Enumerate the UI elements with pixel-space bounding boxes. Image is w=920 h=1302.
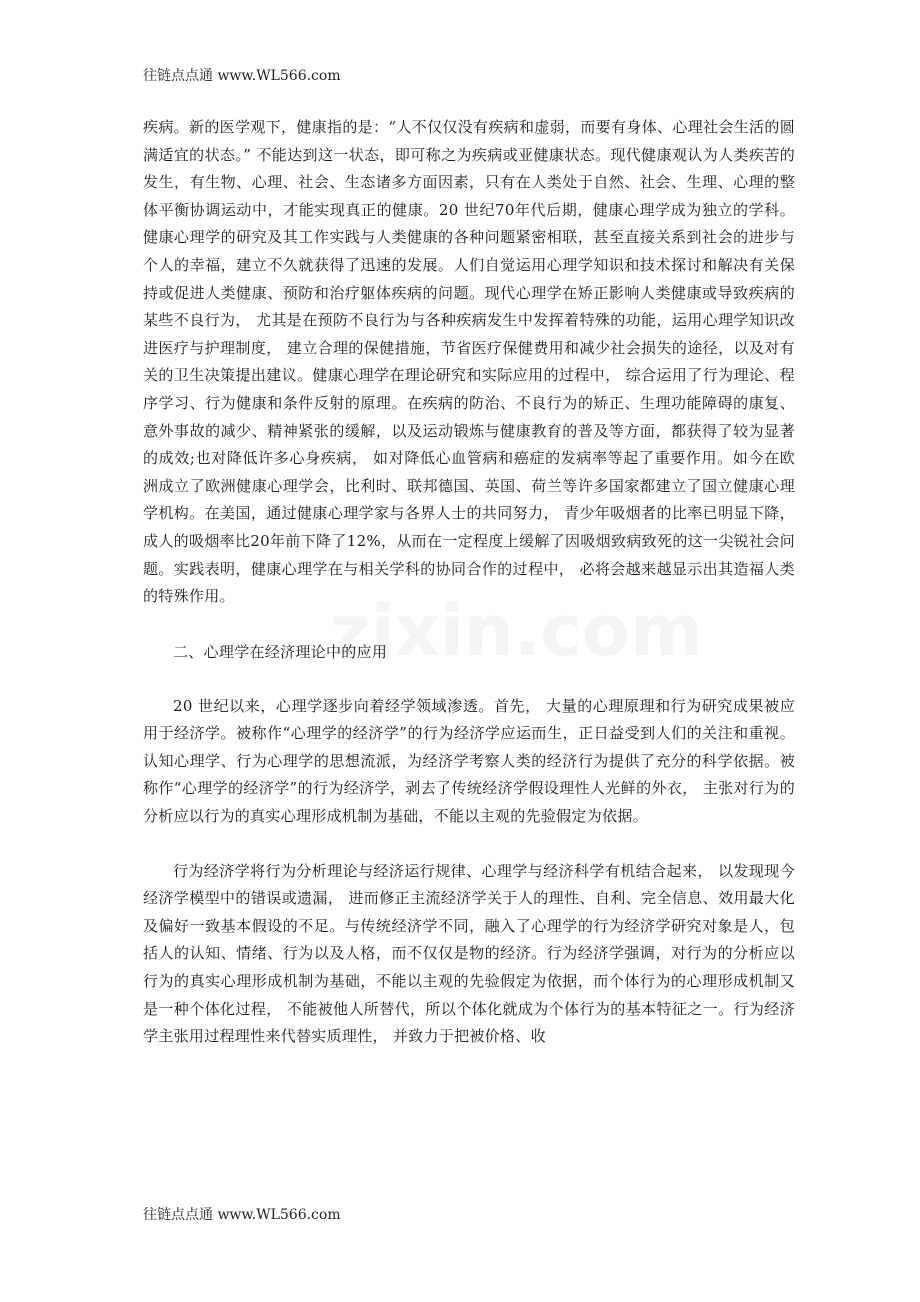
section-heading-economics: 二、心理学在经济理论中的应用 [173,642,388,661]
page-footer: 往链点点通 www.WL566.com [143,1207,341,1223]
paragraph-behavioral-economics-intro: 20 世纪以来，心理学逐步向着经学领域渗透。首先， 大量的心理原理和行为研究成果被应用于经济学。被称作“心理学的经济学”的行为经济学应运而生，正日益受到人们的关注和重视。认知心理学、行为心理学的思想流派，为经济学考察人类的经济行为提供了充分的科学依据。被称作“心理学的经济学”的行为经济学，剥去了传统经济学假设理性人光鲜的外衣， 主张对行为的分析应以行为的真实心理形成机制为基础，不能以主观的先验假定为依据。 [143,696,795,826]
paragraph-health-psychology: 疾病。新的医学观下，健康指的是：“人不仅仅没有疾病和虚弱，而要有身体、心理社会生活的圆满适宜的状态。” 不能达到这一状态，即可称之为疾病或亚健康状态。现代健康观认为人类疾苦的发生，有生物、心理、社会、生态诸多方面因素，只有在人类处于自然、社会、生理、心理的整体平衡协调运动中，才能实现真正的健康。20 世纪70年代后期，健康心理学成为独立的学科。健康心理学的研究及其工作实践与人类健康的各种问题紧密相联，甚至直接关系到社会的进步与个人的幸福，建立不久就获得了迅速的发展。人们自觉运用心理学知识和技术探讨和解决有关保持或促进人类健康、预防和治疗躯体疾病的问题。现代心理学在矫正影响人类健康或导致疾病的某些不良行为， 尤其是在预防不良行为与各种疾病发生中发挥着特殊的功能，运用心理学知识改进医疗与护理制度， 建立合理的保健措施，节省医疗保健费用和减少社会损失的途径，以及对有关的卫生决策提出建议。健康心理学在理论研究和实际应用的过程中， 综合运用了行为理论、程序学习、行为健康和条件反射的原理。在疾病的防治、不良行为的矫正、生理功能障碍的康复、意外事故的减少、精神紧张的缓解，以及运动锻炼与健康教育的普及等方面，都获得了较为显著的成效;也对降低许多心身疾病， 如对降低心血管病和癌症的发病率等起了重要作用。如今在欧洲成立了欧洲健康心理学会，比利时、联邦德国、英国、荷兰等许多国家都建立了国立健康心理学机构。在美国，通过健康心理学家与各界人士的共同努力， 青少年吸烟者的比率已明显下降， 成人的吸烟率比20年前下降了12%，从而在一定程度上缓解了因吸烟致病致死的这一尖锐社会问题。实践表明，健康心理学在与相关学科的协同合作的过程中， 必将会越来越显示出其造福人类的特殊作用。 [143,118,795,606]
page-header: 往链点点通 www.WL566.com [143,68,341,84]
watermark: zixin.com [330,590,703,672]
paragraph-behavioral-economics-detail: 行为经济学将行为分析理论与经济运行规律、心理学与经济科学有机结合起来， 以发现现今经济学模型中的错误或遗漏， 进而修正主流经济学关于人的理性、自利、完全信息、效用最大化及偏好一致基本假设的不足。与传统经济学不同，融入了心理学的行为经济学研究对象是人，包括人的认知、情绪、行为以及人格，而不仅仅是物的经济。行为经济学强调，对行为的分析应以行为的真实心理形成机制为基础，不能以主观的先验假定为依据，而个体行为的心理形成机制又是一种个体化过程， 不能被他人所替代，所以个体化就成为个体行为的基本特征之一。行为经济学主张用过程理性来代替实质理性， 并致力于把被价格、收 [143,861,795,1046]
document-body [143,114,795,1051]
